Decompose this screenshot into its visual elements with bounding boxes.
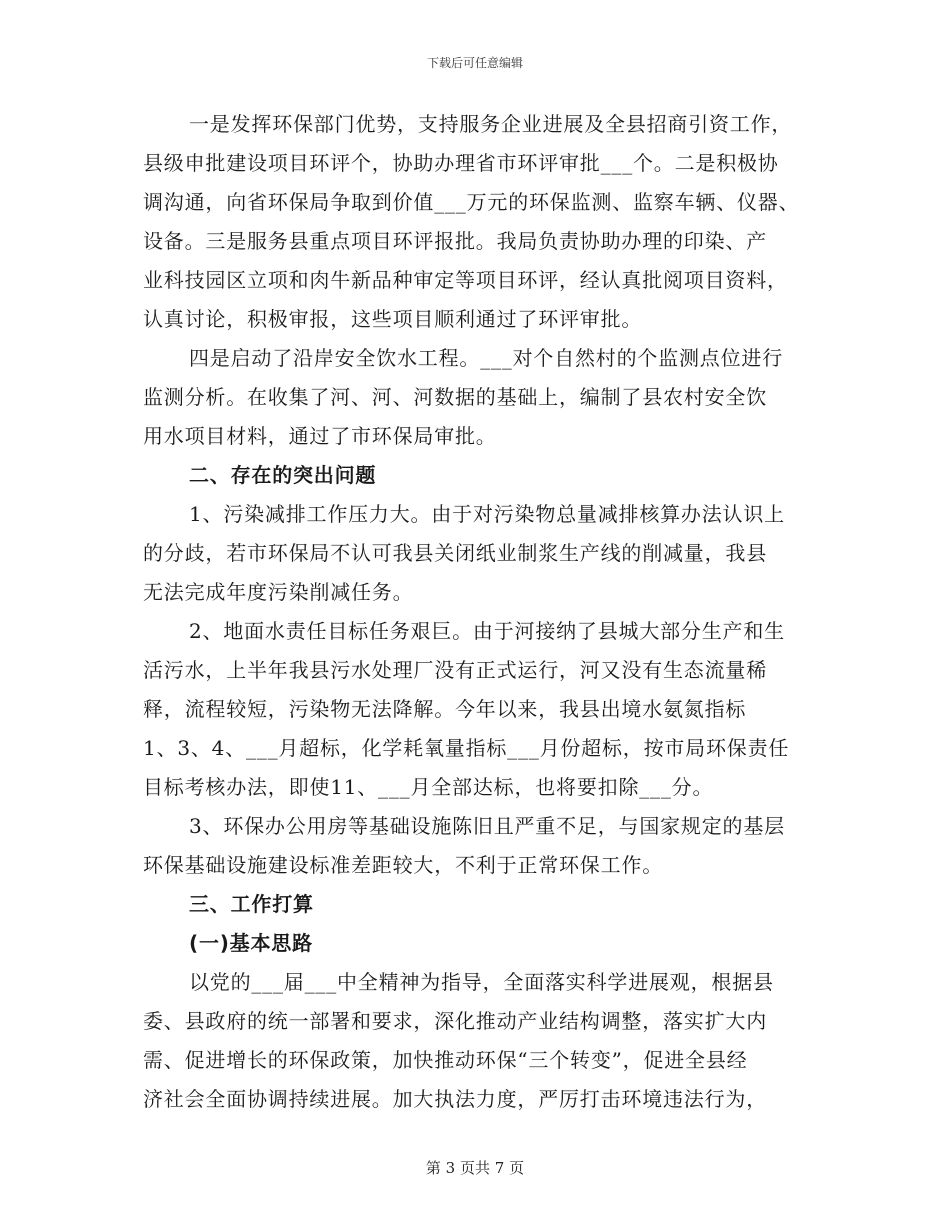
body-text-line: 以党的___届___中全精神为指导，全面落实科学进展观，根据县 xyxy=(189,970,774,994)
body-text-line: 委、县政府的统一部署和要求，深化推动产业结构调整，落实扩大内 xyxy=(143,1009,767,1033)
body-text-line: 一是发挥环保部门优势，支持服务企业进展及全县招商引资工作， xyxy=(189,112,793,136)
section-heading: 三、工作打算 xyxy=(189,892,314,916)
document-body xyxy=(143,105,823,1119)
body-text-line: 调沟通，向省环保局争取到价值___万元的环保监测、监察车辆、仪器、 xyxy=(143,190,800,214)
body-text-line: 3、环保办公用房等基础设施陈旧且严重不足，与国家规定的基层 xyxy=(189,814,785,838)
body-text-line: 活污水，上半年我县污水处理厂没有正式运行，河又没有生态流量稀 xyxy=(143,658,767,682)
body-text-line: 用水项目材料，通过了市环保局审批。 xyxy=(143,424,497,448)
body-text-line: 认真讨论，积极审报，这些项目顺利通过了环评审批。 xyxy=(143,307,643,331)
body-text-line: 无法完成年度污染削减任务。 xyxy=(143,580,414,604)
body-text-line: 1、3、4、___月超标，化学耗氧量指标___月份超标，按市局环保责任 xyxy=(143,736,790,760)
body-text-line: 释，流程较短，污染物无法降解。今年以来，我县出境水氨氮指标 xyxy=(143,697,747,721)
page-header: 下载后可任意编辑 xyxy=(426,56,523,70)
body-text-line: 环保基础设施建设标准差距较大，不利于正常环保工作。 xyxy=(143,853,663,877)
section-heading: (一)基本思路 xyxy=(189,931,313,955)
body-text-line: 四是启动了沿岸安全饮水工程。___对个自然村的个监测点位进行 xyxy=(189,346,783,370)
body-text-line: 1、污染减排工作压力大。由于对污染物总量减排核算办法认识上 xyxy=(189,502,785,526)
page-footer: 第 3 页共 7 页 xyxy=(425,1159,525,1177)
body-text-line: 济社会全面协调持续进展。加大执法力度，严厉打击环境违法行为， xyxy=(143,1087,767,1111)
body-text-line: 设备。三是服务县重点项目环评报批。我局负责协助办理的印染、产 xyxy=(143,229,767,253)
body-text-line: 2、地面水责任目标任务艰巨。由于河接纳了县城大部分生产和生 xyxy=(189,619,785,643)
body-text-line: 县级申批建设项目环评个，协助办理省市环评审批___个。二是积极协 xyxy=(143,151,779,175)
body-text-line: 需、促进增长的环保政策，加快推动环保“三个转变”，促进全县经 xyxy=(143,1048,748,1072)
body-text-line: 的分歧，若市环保局不认可我县关闭纸业制浆生产线的削减量，我县 xyxy=(143,541,767,565)
section-heading: 二、存在的突出问题 xyxy=(189,463,377,487)
body-text-line: 目标考核办法，即使11、___月全部达标，也将要扣除___分。 xyxy=(143,775,714,799)
body-text-line: 业科技园区立项和肉牛新品种审定等项目环评，经认真批阅项目资料， xyxy=(143,268,788,292)
body-text-line: 监测分析。在收集了河、河、河数据的基础上，编制了县农村安全饮 xyxy=(143,385,767,409)
